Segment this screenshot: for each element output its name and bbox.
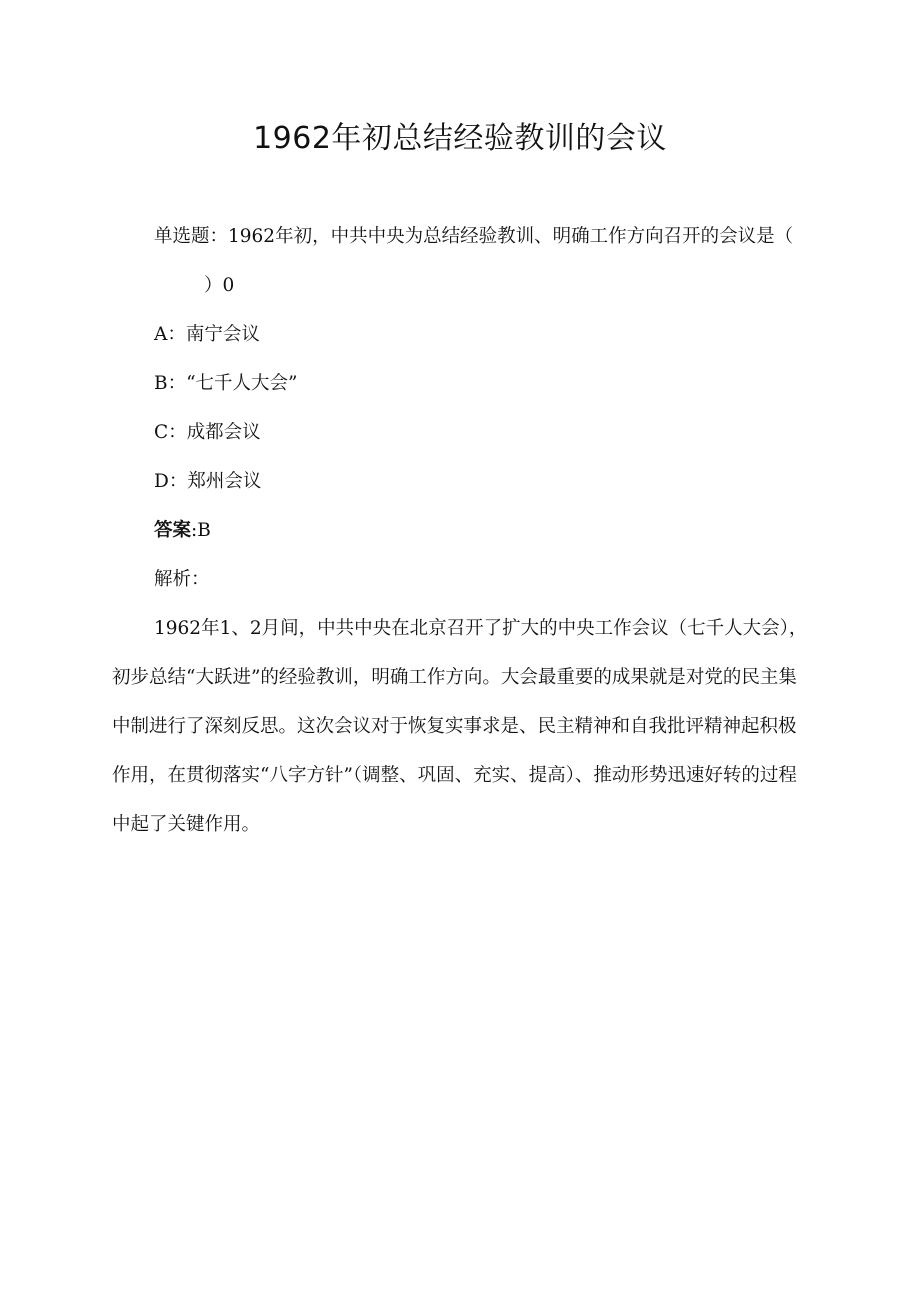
question-stem-part1: 单选题：1962年初，中共中央为总结经验教训、明确工作方向召开的会议是（ (154, 226, 794, 247)
option-a: A：南宁会议 (154, 324, 260, 345)
analysis-text: 1962年1、2月间，中共中央在北京召开了扩大的中央工作会议（七千人大会），初步总结“大跃进”的经验教训，明确工作方向。大会最重要的成果就是对党的民主集中制进行了深刻反思。这次会议对于恢复实事求是、民主精神和自我批评精神起积极作用，在贯彻落实“八字方针”（调整、巩固、充实、提高）、推动形势迅速好转的过程中起了关键作用。 (112, 618, 808, 835)
option-d: D：郑州会议 (154, 471, 262, 492)
answer-label: 答案 (154, 520, 192, 541)
question-stem-part2: ）0 (204, 275, 235, 296)
answer-line (112, 506, 812, 555)
analysis-label: 解析： (154, 569, 210, 590)
question-stem (112, 212, 812, 310)
option-b: B：“七千人大会” (154, 373, 298, 394)
document-body (112, 212, 812, 849)
page-title: 1962年初总结经验教训的会议 (253, 121, 667, 156)
option-c: C：成都会议 (154, 422, 261, 443)
answer-value: :B (191, 520, 211, 541)
